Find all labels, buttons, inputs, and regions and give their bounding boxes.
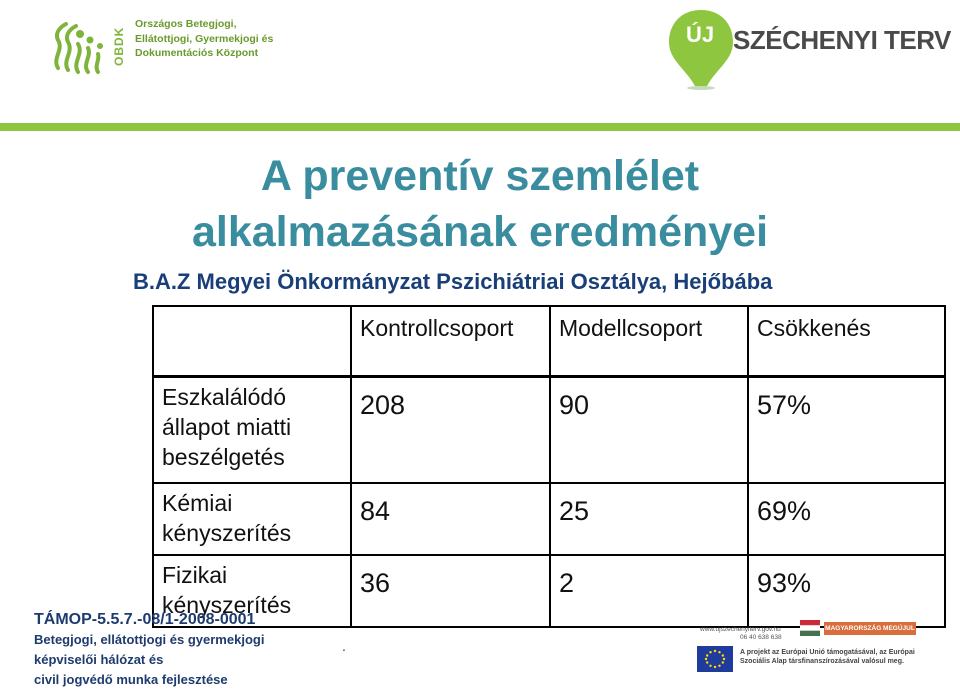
project-line: Betegjogi, ellátottjogi és gyermekjogi — [34, 632, 265, 647]
table-cell: 69% — [748, 483, 945, 555]
table-cell: 84 — [351, 483, 550, 555]
table-cell: 90 — [550, 377, 748, 483]
results-table — [152, 305, 946, 628]
row-label-line: állapot miatti — [162, 414, 292, 440]
table-header-row — [153, 306, 945, 377]
row-label-line: kényszerítés — [162, 519, 292, 546]
row-label-line: beszélgetés — [162, 444, 285, 470]
header-divider — [0, 123, 960, 131]
slide-subtitle: B.A.Z Megyei Önkormányzat Pszichiátriai Osztálya, Hejőbába — [133, 269, 773, 294]
obdk-name — [135, 17, 295, 61]
slide-title — [60, 148, 900, 260]
szechenyi-pin-icon — [665, 8, 737, 90]
info-phone: 06 40 638 638 — [740, 634, 782, 641]
row-label — [153, 377, 351, 483]
obdk-line-2: Ellátottjogi, Gyermekjogi és — [135, 32, 274, 45]
eu-flag-icon — [697, 646, 733, 672]
info-website: www.ujszechenyiterv.gov.hu — [700, 626, 781, 633]
project-footer — [34, 610, 354, 690]
table-cell: 93% — [748, 555, 945, 627]
row-label-line: Eszkalálódó — [162, 384, 287, 410]
slide-title-line-2: alkalmazásának eredményei — [191, 208, 769, 256]
table-cell: 57% — [748, 377, 945, 483]
row-label-line: kényszerítés — [162, 591, 292, 618]
table-row — [153, 377, 945, 483]
magyarorszag-megujul-badge: MAGYARORSZÁG MEGÚJUL — [824, 622, 916, 635]
row-label — [153, 483, 351, 555]
slide-title-line-1: A preventív szemlélet — [260, 152, 700, 200]
obdk-vertical-text: OBDK — [112, 26, 126, 66]
table-header-empty — [153, 306, 351, 377]
table-row — [153, 483, 945, 555]
project-line: képviselői hálózat és — [34, 652, 164, 667]
table-cell: 2 — [550, 555, 748, 627]
table-header-cell: Kontrollcsoport — [351, 306, 550, 377]
project-line: civil jogvédő munka fejlesztése — [34, 672, 228, 687]
obdk-line-1: Országos Betegjogi, — [135, 18, 237, 30]
row-label-line: Fizikai — [162, 561, 228, 588]
row-label-line: Kémiai — [162, 489, 233, 516]
szechenyi-terv-name: SZÉCHENYI TERV — [733, 25, 951, 55]
obdk-logo-mark-icon — [50, 18, 120, 78]
eu-funding-text — [740, 648, 925, 666]
obdk-line-3: Dokumentációs Központ — [135, 47, 259, 59]
table-header-cell: Modellcsoport — [550, 306, 748, 377]
table-cell: 36 — [351, 555, 550, 627]
eu-funding-line: A projekt az Európai Unió támogatásával, az Európai — [740, 649, 915, 656]
hungarian-flag-icon — [800, 620, 820, 636]
project-code: TÁMOP-5.5.7.-08/1-2008-0001 — [34, 611, 256, 628]
table-header-cell: Csökkenés — [748, 306, 945, 377]
footer-dot: . — [342, 638, 346, 654]
szechenyi-pin-text: ÚJ — [685, 22, 715, 47]
eu-funding-line: Szociális Alap társfinanszírozásával valósul meg. — [740, 658, 904, 665]
table-cell: 208 — [351, 377, 550, 483]
table-cell: 25 — [550, 483, 748, 555]
